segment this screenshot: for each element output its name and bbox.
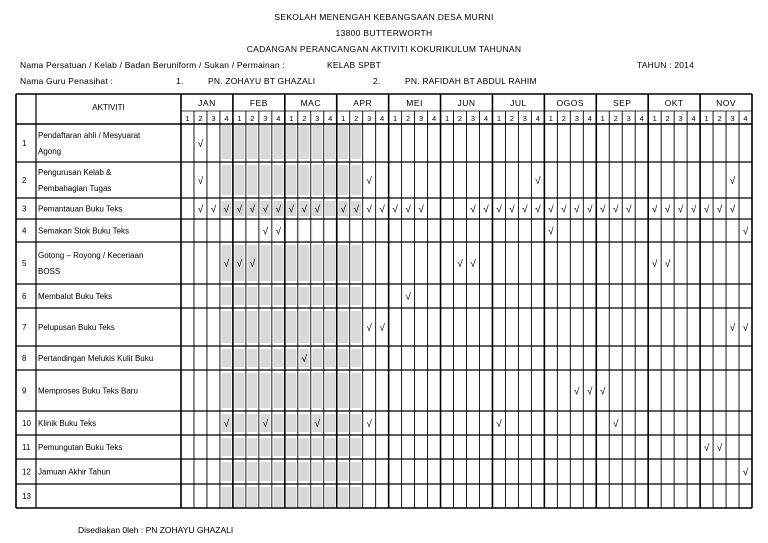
check-mark: √ xyxy=(314,419,321,430)
check-mark: √ xyxy=(483,204,489,216)
week-number: 2 xyxy=(717,114,722,123)
check-mark: √ xyxy=(716,204,723,216)
shaded-week-column xyxy=(260,125,270,507)
check-mark: √ xyxy=(223,204,230,216)
check-mark: √ xyxy=(275,226,282,238)
week-number: 4 xyxy=(380,114,385,123)
check-mark: √ xyxy=(677,204,684,216)
activity-name: BOSS xyxy=(38,267,61,276)
activity-name: Agong xyxy=(38,147,62,156)
check-mark: √ xyxy=(366,176,372,187)
check-mark: √ xyxy=(548,226,554,238)
check-mark: √ xyxy=(210,204,217,216)
month-header-jun: JUN xyxy=(457,98,476,108)
check-mark: √ xyxy=(457,259,463,270)
month-header-ogos: OGOS xyxy=(556,98,585,108)
check-mark: √ xyxy=(301,204,308,216)
week-number: 3 xyxy=(367,114,372,123)
check-mark: √ xyxy=(522,204,528,216)
check-mark: √ xyxy=(197,139,204,150)
activity-name: Jamuan Akhir Tahun xyxy=(38,467,111,477)
check-mark: √ xyxy=(301,354,308,365)
check-mark: √ xyxy=(392,204,398,216)
check-mark: √ xyxy=(496,419,502,430)
week-number: 2 xyxy=(561,114,566,123)
row-number: 4 xyxy=(22,226,27,236)
week-number: 1 xyxy=(600,114,605,123)
check-mark: √ xyxy=(703,204,710,216)
check-mark: √ xyxy=(651,204,658,216)
row-number: 10 xyxy=(22,419,31,428)
month-header-jan: JAN xyxy=(198,98,216,108)
check-mark: √ xyxy=(509,204,515,216)
shaded-gap xyxy=(299,222,309,239)
week-number: 1 xyxy=(652,114,657,123)
check-mark: √ xyxy=(600,386,606,398)
check-mark: √ xyxy=(600,204,606,216)
activity-name: Pertandingan Melukis Kulit Buku xyxy=(38,354,154,363)
activity-name: Pemungutan Buku Teks xyxy=(38,443,123,452)
check-mark: √ xyxy=(716,443,723,454)
week-number: 2 xyxy=(406,114,411,123)
week-number: 1 xyxy=(548,114,553,123)
week-number: 4 xyxy=(743,114,748,123)
check-mark: √ xyxy=(223,259,230,270)
week-number: 1 xyxy=(289,114,294,123)
check-mark: √ xyxy=(366,419,372,430)
activity-name: Pembahagian Tugas xyxy=(38,184,112,193)
check-mark: √ xyxy=(690,204,697,216)
check-mark: √ xyxy=(612,204,619,216)
shaded-week-column xyxy=(351,125,361,507)
check-mark: √ xyxy=(366,204,372,216)
check-mark: √ xyxy=(379,204,385,216)
shaded-week-column xyxy=(247,125,257,507)
check-mark: √ xyxy=(729,176,736,187)
week-number: 3 xyxy=(470,114,476,123)
check-mark: √ xyxy=(223,419,230,430)
check-mark: √ xyxy=(612,419,619,430)
school-address: 13800 BUTTERWORTH xyxy=(335,28,433,38)
check-mark: √ xyxy=(548,204,554,216)
teacher1-name: PN. ZOHAYU BT GHAZALI xyxy=(208,76,316,86)
check-mark: √ xyxy=(729,323,736,334)
shaded-week-column xyxy=(234,125,244,507)
school-name: SEKOLAH MENENGAH KEBANGSAAN DESA MURNI xyxy=(274,12,494,22)
check-mark: √ xyxy=(249,259,256,270)
check-mark: √ xyxy=(651,259,658,270)
shaded-week-column xyxy=(221,125,231,507)
check-mark: √ xyxy=(574,386,580,398)
shaded-gap xyxy=(338,222,348,239)
check-mark: √ xyxy=(535,204,541,216)
month-header-nov: NOV xyxy=(716,98,737,108)
week-number: 1 xyxy=(444,114,450,123)
week-number: 4 xyxy=(639,114,644,123)
activity-name: Semakan Stok Buku Teks xyxy=(38,226,130,236)
activity-name: Gotong – Royong / Keceriaan xyxy=(38,251,144,260)
check-mark: √ xyxy=(496,204,502,216)
row-number: 13 xyxy=(22,492,31,501)
org-label: Nama Persatuan / Kelab / Badan Beruniform / Sukan / Permainan : xyxy=(20,60,285,70)
check-mark: √ xyxy=(366,323,372,334)
check-mark: √ xyxy=(587,204,593,216)
week-number: 4 xyxy=(483,114,489,123)
week-number: 1 xyxy=(341,114,346,123)
check-mark: √ xyxy=(405,292,411,303)
teacher-label: Nama Guru Penasihat : xyxy=(20,76,114,86)
check-mark: √ xyxy=(574,204,580,216)
shaded-week-column xyxy=(325,125,335,507)
check-mark: √ xyxy=(742,226,749,238)
shaded-gap xyxy=(247,222,257,239)
month-header-apr: APR xyxy=(353,98,373,108)
check-mark: √ xyxy=(742,323,749,334)
check-mark: √ xyxy=(379,323,385,334)
check-mark: √ xyxy=(470,204,476,216)
week-number: 4 xyxy=(691,114,696,123)
shaded-gap xyxy=(312,222,322,239)
check-mark: √ xyxy=(236,259,243,270)
week-number: 1 xyxy=(704,114,709,123)
week-number: 4 xyxy=(224,114,229,123)
week-number: 2 xyxy=(198,114,203,123)
check-mark: √ xyxy=(249,204,256,216)
document-title: CADANGAN PERANCANGAN AKTIVITI KOKURIKULUM TAHUNAN xyxy=(246,44,522,54)
activity-name: Memproses Buku Teks Baru xyxy=(38,386,138,396)
activity-name: Pendaftaran ahli / Mesyuarat xyxy=(38,131,141,140)
row-number: 12 xyxy=(22,467,31,477)
week-number: 4 xyxy=(276,114,281,123)
year-label: TAHUN : 2014 xyxy=(637,60,695,70)
week-number: 4 xyxy=(328,114,333,123)
check-mark: √ xyxy=(625,204,632,216)
month-header-okt: OKT xyxy=(664,98,684,108)
check-mark: √ xyxy=(587,386,593,398)
activity-name: Pemantauan Buku Teks xyxy=(38,204,123,214)
row-number: 5 xyxy=(22,259,27,268)
row-number: 7 xyxy=(22,323,27,332)
check-mark: √ xyxy=(664,204,671,216)
row-number: 2 xyxy=(22,176,27,185)
week-number: 3 xyxy=(574,114,579,123)
week-number: 1 xyxy=(496,114,502,123)
check-mark: √ xyxy=(664,259,671,270)
week-number: 4 xyxy=(587,114,592,123)
week-number: 3 xyxy=(418,114,424,123)
shaded-gap xyxy=(221,222,231,239)
week-number: 2 xyxy=(665,114,670,123)
week-number: 3 xyxy=(522,114,527,123)
week-number: 2 xyxy=(302,114,307,123)
shaded-gap xyxy=(234,222,244,239)
week-number: 2 xyxy=(354,114,359,123)
month-header-mei: MEI xyxy=(406,98,423,108)
check-mark: √ xyxy=(703,443,710,454)
week-number: 4 xyxy=(535,114,540,123)
week-number: 1 xyxy=(237,114,242,123)
check-mark: √ xyxy=(340,204,346,216)
week-number: 3 xyxy=(315,114,320,123)
week-number: 1 xyxy=(393,114,398,123)
check-mark: √ xyxy=(729,204,736,216)
check-mark: √ xyxy=(353,204,359,216)
shaded-week-column xyxy=(338,125,348,507)
check-mark: √ xyxy=(418,204,424,216)
week-number: 1 xyxy=(185,114,190,123)
check-mark: √ xyxy=(236,204,243,216)
row-number: 9 xyxy=(22,386,27,396)
row-number: 11 xyxy=(22,443,31,452)
activity-name: Pelupusan Buku Teks xyxy=(38,323,115,332)
month-header-mac: MAC xyxy=(300,98,321,108)
shaded-gap xyxy=(351,222,361,239)
week-number: 2 xyxy=(250,114,255,123)
teacher2-number: 2. xyxy=(373,76,381,86)
teacher2-name: PN. RAFIDAH BT ABDUL RAHIM xyxy=(405,76,537,86)
check-mark: √ xyxy=(535,176,541,187)
row-number: 8 xyxy=(22,354,27,363)
check-mark: √ xyxy=(405,204,411,216)
month-header-jul: JUL xyxy=(510,98,527,108)
shaded-gap xyxy=(286,222,296,239)
activity-name: Membalut Buku Teks xyxy=(38,292,113,301)
check-mark: √ xyxy=(262,419,269,430)
shaded-gap xyxy=(325,222,335,239)
week-number: 3 xyxy=(678,114,683,123)
check-mark: √ xyxy=(262,226,269,238)
check-mark: √ xyxy=(288,204,295,216)
week-number: 2 xyxy=(509,114,515,123)
activity-name: Pengurusan Kelab & xyxy=(38,168,112,177)
check-mark: √ xyxy=(742,467,749,479)
prepared-by: Disediakan 0leh : PN ZOHAYU GHAZALI xyxy=(78,525,234,535)
week-number: 3 xyxy=(730,114,735,123)
month-header-feb: FEB xyxy=(249,98,268,108)
shaded-week-column xyxy=(273,125,283,507)
check-mark: √ xyxy=(561,204,567,216)
check-mark: √ xyxy=(275,204,282,216)
check-mark: √ xyxy=(470,259,476,270)
week-number: 2 xyxy=(613,114,618,123)
row-number: 1 xyxy=(22,139,27,148)
week-number: 3 xyxy=(626,114,631,123)
check-mark: √ xyxy=(197,204,204,216)
check-mark: √ xyxy=(197,176,204,187)
week-number: 3 xyxy=(211,114,216,123)
row-number: 3 xyxy=(22,204,27,214)
week-number: 3 xyxy=(263,114,268,123)
teacher1-number: 1. xyxy=(176,76,184,86)
week-number: 2 xyxy=(457,114,463,123)
shaded-week-column xyxy=(286,125,296,507)
row-number: 6 xyxy=(22,292,27,301)
week-number: 4 xyxy=(431,114,437,123)
check-mark: √ xyxy=(314,204,321,216)
check-mark: √ xyxy=(262,204,269,216)
month-header-sep: SEP xyxy=(612,98,632,108)
shaded-week-column xyxy=(299,125,309,507)
shaded-week-column xyxy=(312,125,322,507)
activity-column-header: AKTIVITI xyxy=(92,103,125,112)
activity-name: Klinik Buku Teks xyxy=(38,419,97,428)
org-value: KELAB SPBT xyxy=(327,60,381,70)
